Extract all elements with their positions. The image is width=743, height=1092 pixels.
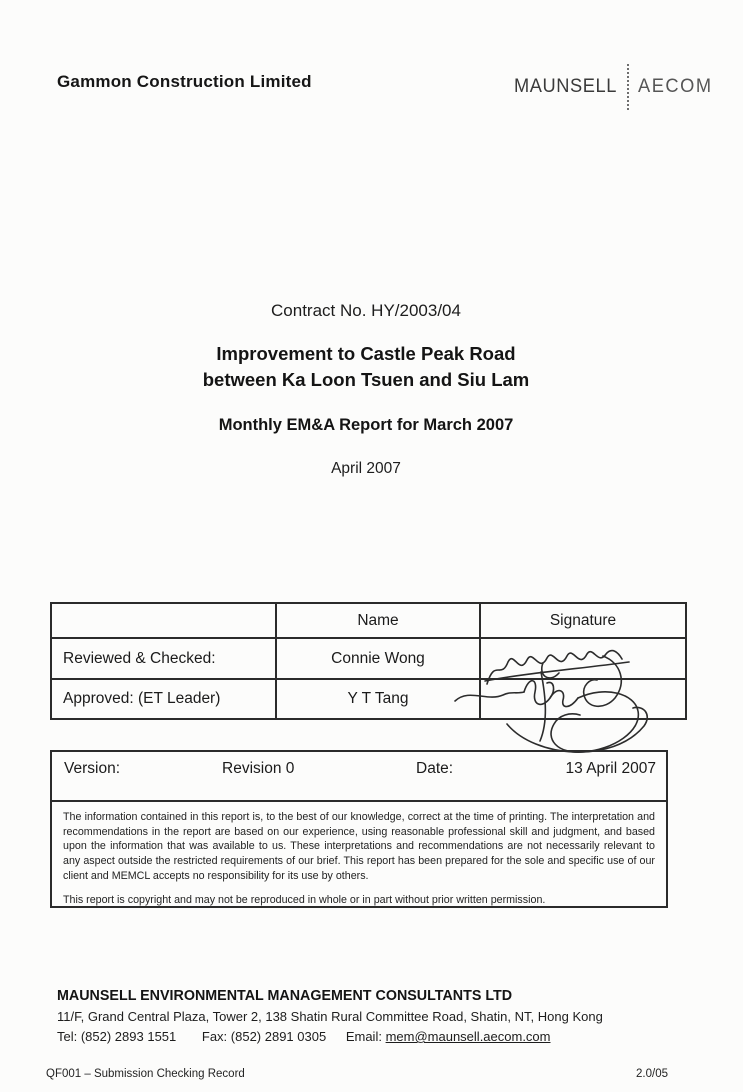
contract-number: Contract No. HY/2003/04	[271, 301, 461, 320]
consultant-company-name: MAUNSELL ENVIRONMENTAL MANAGEMENT CONSULTANTS LTD	[57, 988, 513, 1004]
table-row	[51, 679, 686, 719]
issue-date: April 2007	[331, 460, 401, 477]
table-row	[51, 638, 686, 679]
date-label: Date:	[416, 760, 454, 777]
reviewed-checked-label: Reviewed & Checked:	[51, 638, 276, 679]
logo-aecom-text: AECOM	[638, 76, 713, 97]
fax-number: Fax: (852) 2891 0305	[201, 1029, 327, 1044]
report-title: Monthly EM&A Report for March 2007	[218, 416, 514, 434]
project-title-line1: Improvement to Castle Peak Road	[216, 343, 516, 364]
form-version: 2.0/05	[636, 1068, 668, 1080]
project-title-line2: between Ka Loon Tsuen and Siu Lam	[202, 369, 530, 390]
version-bar	[50, 750, 668, 802]
logo-maunsell-text: MAUNSELL	[514, 76, 617, 97]
page-footer	[46, 1068, 668, 1080]
consultant-contact-line	[57, 1029, 603, 1044]
reviewer-signature-cell	[480, 638, 686, 679]
email-link[interactable]: mem@maunsell.aecom.com	[385, 1029, 551, 1044]
maunsell-aecom-logo	[514, 64, 716, 110]
title-block	[0, 301, 732, 478]
version-value: Revision 0	[222, 760, 295, 777]
approval-header-row	[51, 603, 686, 638]
approved-label: Approved: (ET Leader)	[51, 679, 276, 719]
approver-name: Y T Tang	[276, 679, 480, 719]
disclaimer-paragraph-2: This report is copyright and may not be reproduced in whole or in part without prior written permission.	[63, 893, 546, 906]
project-title	[0, 341, 732, 393]
email-label: Email:	[345, 1029, 382, 1044]
contractor-company-name: Gammon Construction Limited	[57, 72, 312, 91]
date-value: 13 April 2007	[565, 760, 656, 777]
disclaimer-box	[50, 800, 668, 908]
consultant-footer	[57, 988, 603, 1044]
disclaimer-paragraph-1: The information contained in this report is, to the best of our knowledge, correct at the time of printing. The interpretation and recommendations in the report are based on our experience, using reasonable professional skill and judgment, and based upon the information that was available to us. These interpretations and recommendations are not necessarily relevant to any aspect outside the restricted requirements of our brief. This report has been prepared for the sole and specific use of our client and MEMCL accepts no responsibility for its use by others.	[63, 811, 655, 882]
version-label: Version:	[64, 760, 121, 777]
approval-table	[50, 602, 687, 720]
logo-divider	[627, 64, 629, 110]
consultant-address: 11/F, Grand Central Plaza, Tower 2, 138 Shatin Rural Committee Road, Shatin, NT, Hong Kong	[57, 1009, 603, 1024]
form-reference: QF001 – Submission Checking Record	[46, 1068, 245, 1080]
approval-header-signature: Signature	[480, 603, 686, 638]
approval-header-empty	[51, 603, 276, 638]
reviewer-name: Connie Wong	[276, 638, 480, 679]
approver-signature-cell	[480, 679, 686, 719]
tel-number: Tel: (852) 2893 1551	[57, 1029, 177, 1044]
approval-header-name: Name	[276, 603, 480, 638]
